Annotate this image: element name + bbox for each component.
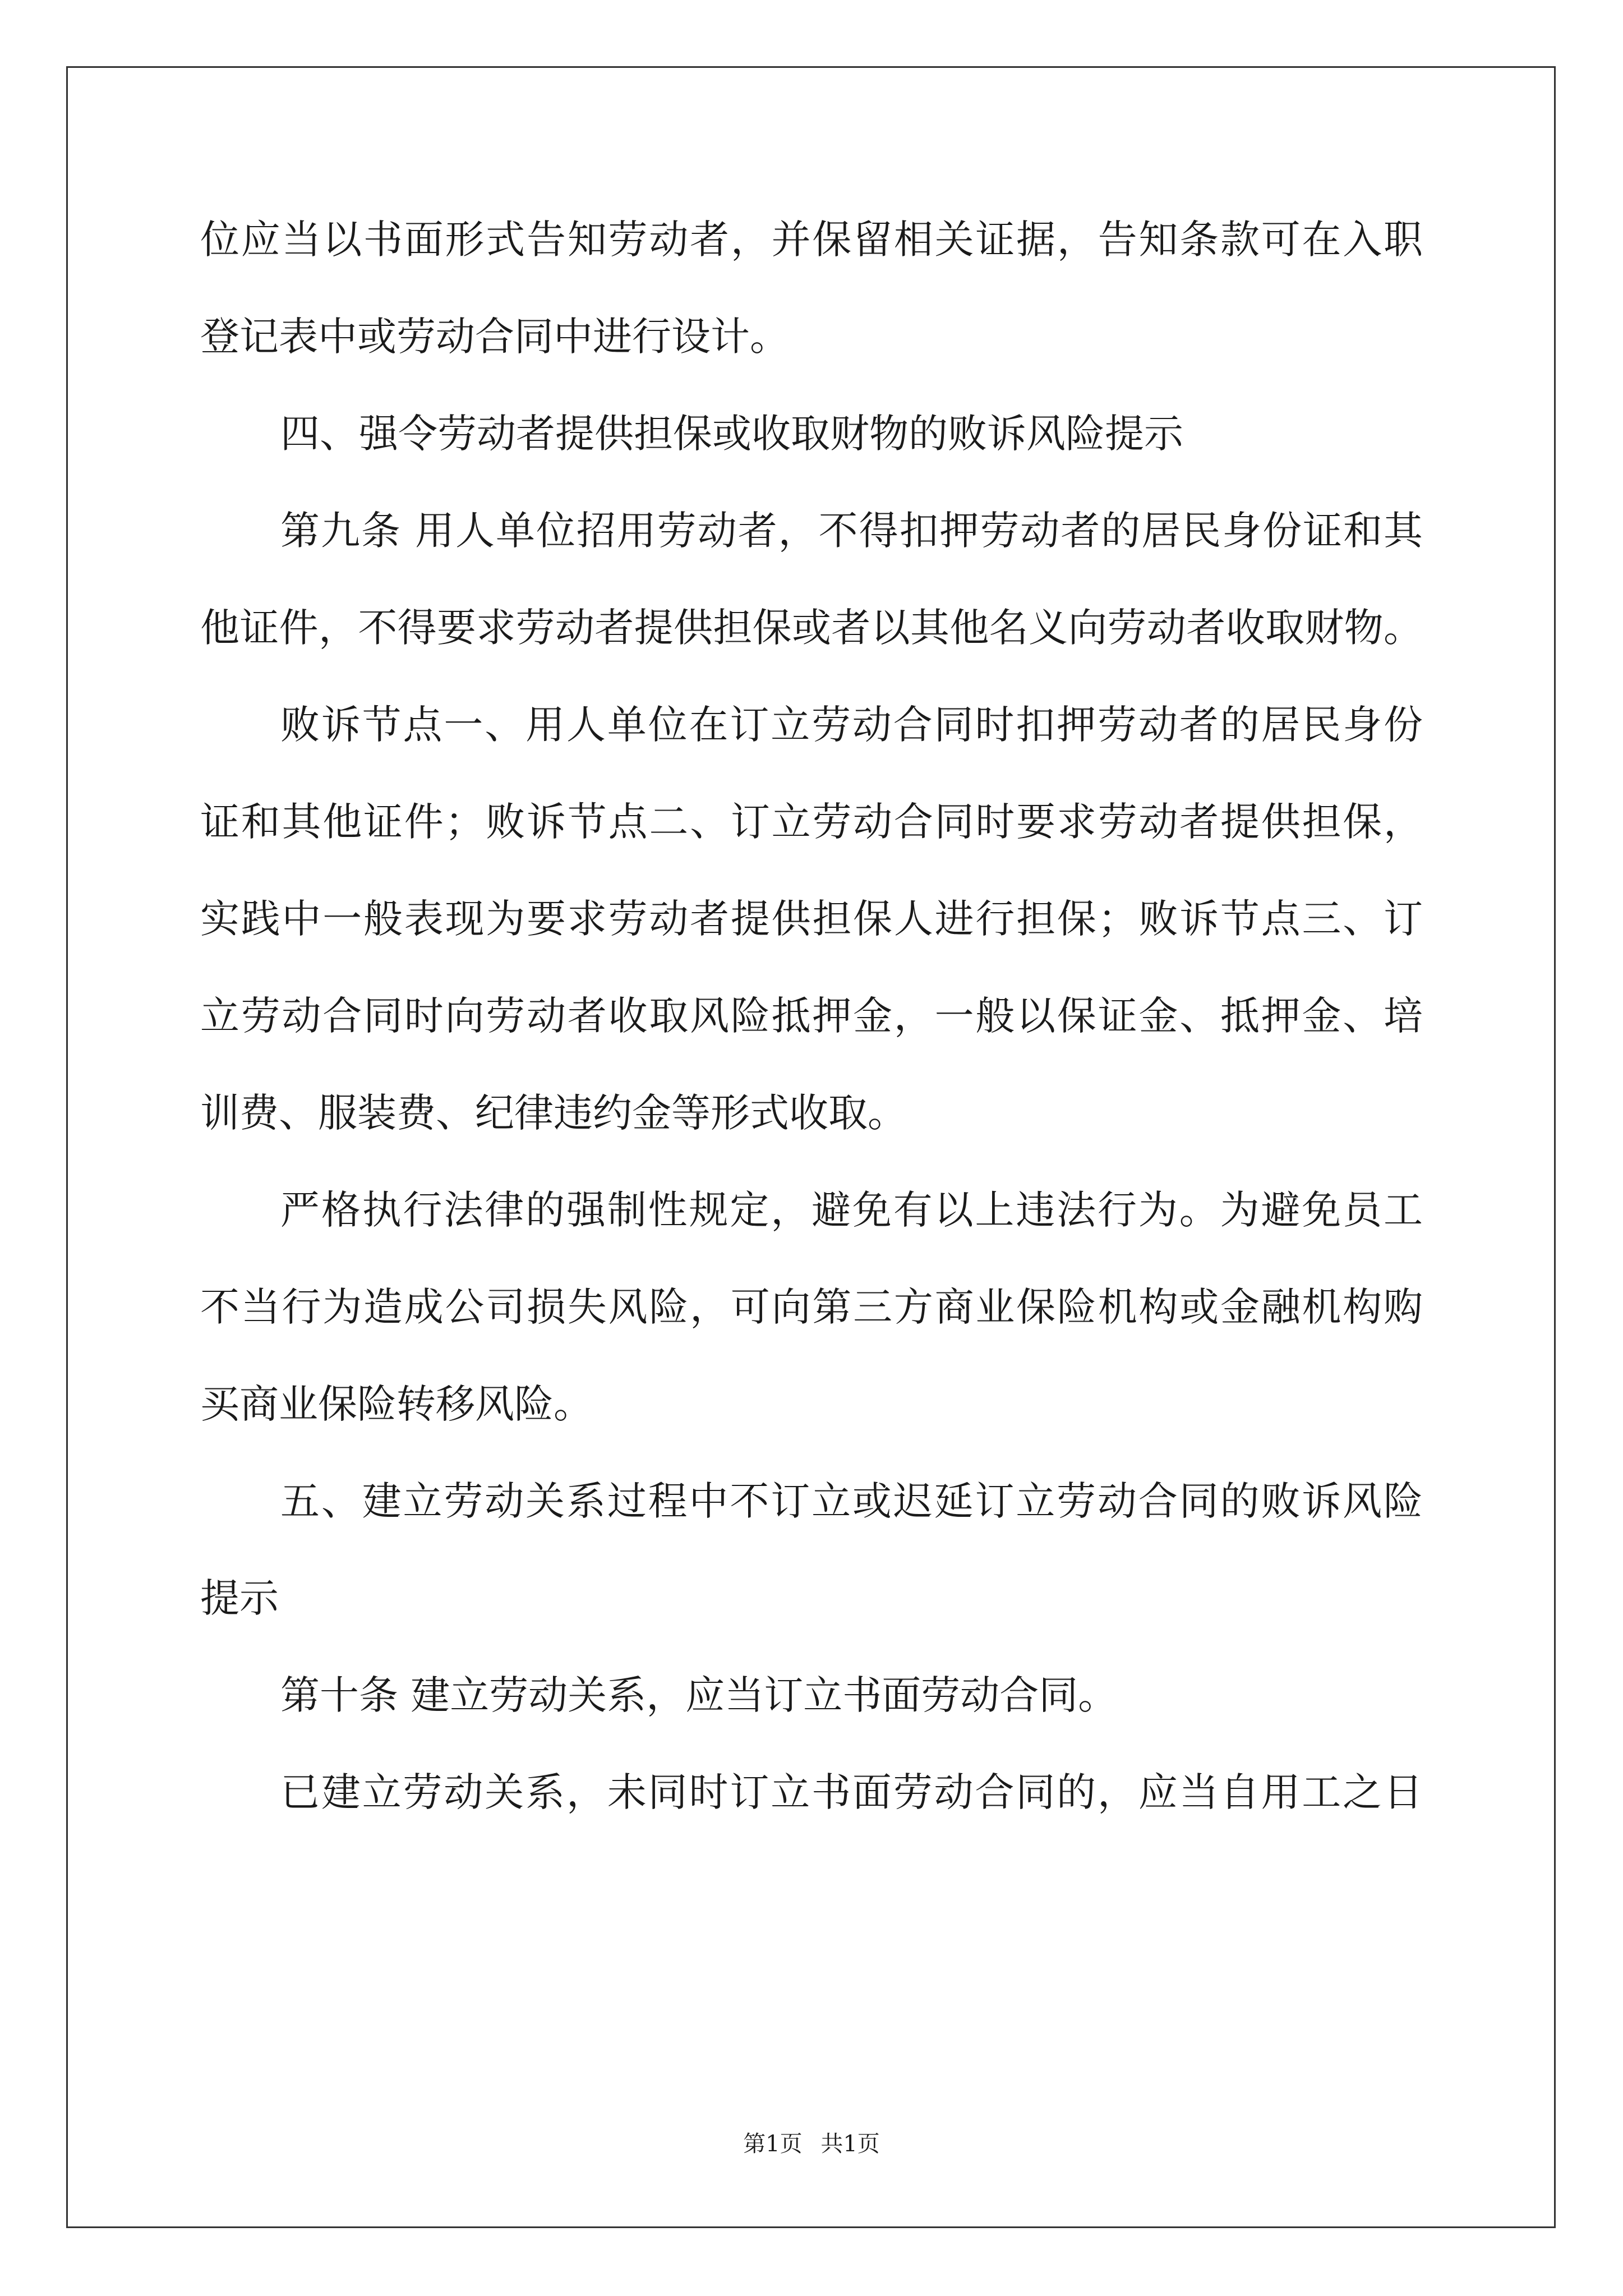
section-heading: 四、强令劳动者提供担保或收取财物的败诉风险提示 [280,411,1183,457]
text-line: 严格执行法律的强制性规定，避免有以上违法行为。为避免员工 [280,1187,1423,1233]
page-border [66,66,1556,2228]
section-heading: 五、建立劳动关系过程中不订立或迟延订立劳动合同的败诉风险 [280,1478,1423,1524]
text-line: 买商业保险转移风险。 [200,1381,593,1427]
page-footer [0,2126,1623,2158]
text-line: 不当行为造成公司损失风险，可向第三方商业保险机构或金融机构购 [200,1284,1423,1330]
text-line: 败诉节点一、用人单位在订立劳动合同时扣押劳动者的居民身份 [280,702,1423,748]
text-line: 立劳动合同时向劳动者收取风险抵押金，一般以保证金、抵押金、培 [200,993,1423,1039]
text-line: 第九条 用人单位招用劳动者，不得扣押劳动者的居民身份证和其 [280,508,1423,554]
text-line: 他证件，不得要求劳动者提供担保或者以其他名义向劳动者收取财物。 [200,605,1423,651]
page-number-total: 共1页 [820,2131,880,2157]
text-line: 登记表中或劳动合同中进行设计。 [200,314,789,360]
text-line: 证和其他证件；败诉节点二、订立劳动合同时要求劳动者提供担保， [200,799,1423,845]
text-line: 训费、服装费、纪律违约金等形式收取。 [200,1090,907,1136]
section-heading-continued: 提示 [200,1575,279,1621]
text-line: 位应当以书面形式告知劳动者，并保留相关证据，告知条款可在入职 [200,217,1423,263]
text-line: 第十条 建立劳动关系，应当订立书面劳动合同。 [280,1672,1118,1718]
text-line: 实践中一般表现为要求劳动者提供担保人进行担保；败诉节点三、订 [200,896,1423,942]
page-number-current: 第1页 [743,2131,803,2157]
text-line: 已建立劳动关系，未同时订立书面劳动合同的，应当自用工之日 [280,1769,1423,1815]
